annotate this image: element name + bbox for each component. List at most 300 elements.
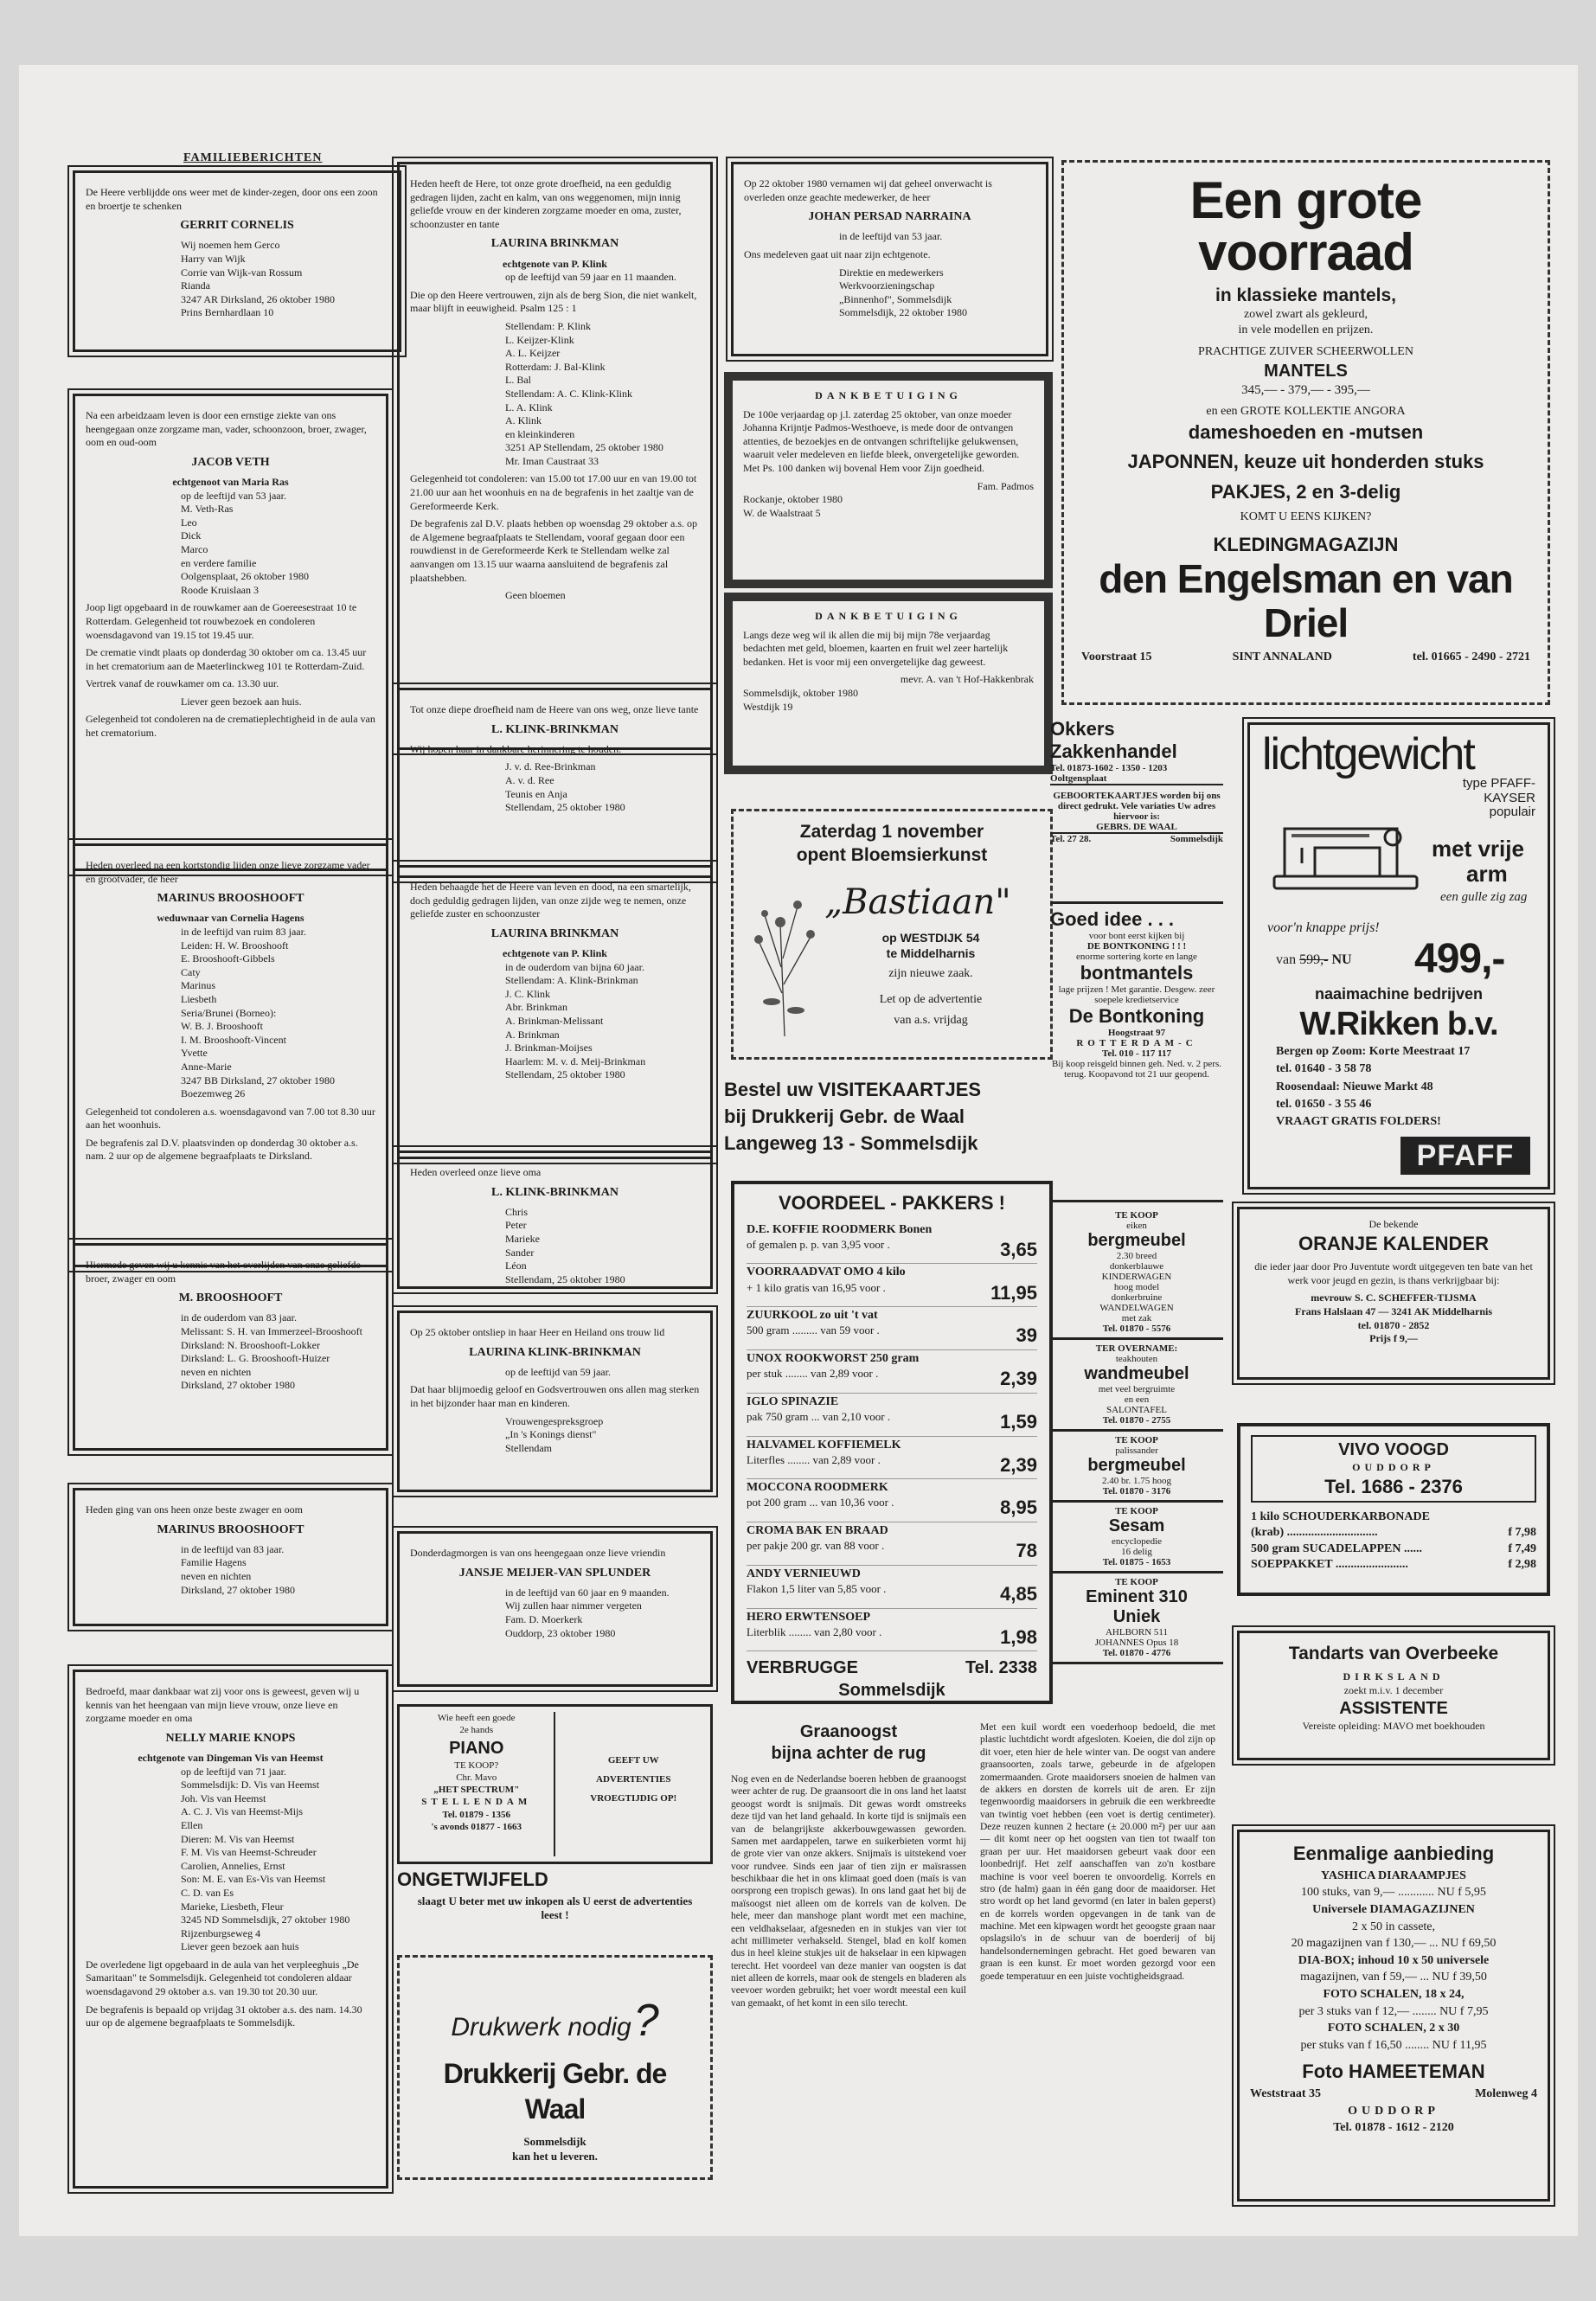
notice-klink-oma [397, 1150, 713, 1289]
eenmalig-line-3: 100 stuks, van 9,— ............ NU f 5,95 [1301, 1886, 1486, 1900]
okkers-place: Ooltgensplaat [1050, 773, 1223, 785]
bastiaan-name: „Bastiaan" [824, 881, 1011, 922]
pfaff-bergen: Bergen op Zoom: Korte Meestraat 17 [1276, 1045, 1471, 1058]
item-detail: per pakje 200 gr. van 88 voor . [747, 1539, 885, 1553]
notice-line: Prins Bernhardlaan 10 [181, 306, 274, 319]
te-koop-c: met veel bergruimte [1098, 1384, 1176, 1394]
voordeel-item [747, 1609, 1037, 1652]
eenmalig-line-7: DIA-BOX; inhoud 10 x 50 universele [1298, 1953, 1490, 1967]
eenmalig-place: OUDDORP [1348, 2104, 1439, 2118]
notice-line: Seria/Brunei (Borneo): [181, 1006, 277, 1019]
notice-intro: De Heere verblijdde ons weer met de kinder-zegen, door ons een zoon en broertje te schenken [86, 186, 378, 212]
bont-tel: Tel. 010 - 117 117 [1102, 1048, 1171, 1059]
notice-line: Marco [181, 542, 208, 555]
pfaff-roosendaal-tel: tel. 01650 - 3 55 46 [1276, 1097, 1372, 1111]
item-row [747, 1539, 1037, 1564]
te-koop-item [1050, 1574, 1223, 1664]
notice-line: in de leeftijd van 53 jaar. [839, 230, 943, 243]
visite-line-2: bij Drukkerij Gebr. de Waal [724, 1105, 965, 1127]
notice-line: Dirksland: N. Brooshooft-Lokker [181, 1338, 320, 1351]
te-koop-i: met zak [1121, 1313, 1152, 1324]
notice-line: De crematie vindt plaats op donderdag 30 oktober om ca. 13.45 uur in het crematorium aan de Maeterlinckweg 101 te Rotterdam-Zuid. [86, 646, 367, 672]
te-koop-c: 2.40 br. 1.75 hoog [1101, 1476, 1172, 1486]
notice-line: L. Bal [505, 374, 531, 387]
notice-line: op de leeftijd van 59 jaar. [505, 1365, 611, 1378]
te-koop-h2: WANDELWAGEN [1099, 1303, 1174, 1313]
piano-line-1: Wie heeft een goede [437, 1713, 516, 1723]
graan-title: Graanoogst [799, 1722, 898, 1741]
voorraad-street: Voorstraat 15 [1081, 651, 1152, 664]
notice-line: Stellendam, 25 oktober 1980 [505, 1272, 625, 1285]
graan-subtitle: bijna achter de rug [771, 1744, 926, 1763]
dank1-place: Rockanje, oktober 1980 [743, 493, 843, 506]
notice-line: Sommelsdijk: D. Vis van Heemst [181, 1779, 320, 1791]
notice-line: De begrafenis is bepaald op vrijdag 31 oktober a.s. des nam. 14.30 uur op de algemene begraafplaats te Sommelsdijk. [86, 2003, 362, 2029]
sewing-machine-illustration [1267, 794, 1423, 898]
notice-line: Stellendam: A. C. Klink-Klink [505, 387, 632, 400]
te-koop-list [1050, 1207, 1223, 1873]
pfaff-nu: NU [1331, 952, 1352, 967]
deceased-name: LAURINA KLINK-BRINKMAN [469, 1345, 641, 1359]
item-detail: Flakon 1,5 liter van 5,85 voor . [747, 1582, 887, 1596]
notice-m-brooshooft [73, 1243, 388, 1451]
eenmalig-tel: Tel. 01878 - 1612 - 2120 [1333, 2121, 1454, 2135]
item-title: ZUURKOOL zo uit 't vat [747, 1309, 878, 1323]
notice-line: Gelegenheid tot condoleren na de crematieplechtigheid in de aula van het crematorium. [86, 713, 375, 740]
te-koop-d: donkerblauwe [1109, 1261, 1164, 1272]
vivo-title: VIVO VOOGD [1338, 1440, 1449, 1459]
tandarts-requirement: Vereiste opleiding: MAVO met boekhouden [1302, 1720, 1485, 1733]
notice-line: Gelegenheid tot condoleren a.s. woensdagavond van 7.00 tot 8.30 uur aan het woonhuis. [86, 1105, 375, 1131]
te-koop-b2: Uniek [1112, 1607, 1161, 1626]
advert-line-3: VROEGTIJDIG OP! [590, 1793, 677, 1804]
piano-line-8: 's avonds 01877 - 1663 [431, 1822, 522, 1833]
geboorte-tel: Tel. 27 28. [1050, 834, 1092, 844]
tandarts-title: Tandarts van Overbeeke [1288, 1644, 1499, 1663]
notice-line: L. A. Klink [505, 401, 553, 413]
advert-line-2: ADVERTENTIES [596, 1774, 671, 1785]
item-price: 3,65 [1000, 1238, 1037, 1260]
piano-line-6: STELLENDAM [421, 1797, 532, 1808]
te-koop-tel: Tel. 01870 - 4776 [1102, 1648, 1171, 1658]
notice-line: A. L. Keijzer [505, 347, 561, 360]
graan-text-1: Nog even en de Nederlandse boeren hebben de graanoogst weer achter de rug. De graansoort die in ons land het laatst geoogst wordt is snijmaïs. Dit gewas wordt omstreeks deze tijd van het land gehaald. In korte tijd is snijmaïs een van de belangrijkste akkerbouwgewassen geworden. Samen met aardappelen, tarwe en suikerbieten vormt hij de grote vier van onze akkers. Snijmaïs is uitstekend voer voor rundvee. Sinds een jaar of tien zijn er maïsrassen beschikbaar die het in ons klimaat goed doen (maïs is van oorsprong een tropisch gewas). In ons land gaat het bij de maïsoogst niet alleen om de korrels van de kolven. De hele, meer dan manshoge plant wordt met een machine, een veldhakselaar, afgesneden en in stukjes van vier tot acht millimeter verhakseld. Stengel, blad en kolf komen dus in heel kleine stukjes uit de hakselaar in een kipwagen terecht. Het voordeel van deze manier van oogsten is dat niet alleen de korrels, maar ook de stengels en bladeren als veevoer worden gebruikt; het voer wordt meestal een kuil van gemaakt, of het komt in een silo terecht. [731, 1774, 966, 2009]
notice-line: Rijzenburgseweg 4 [181, 1926, 261, 1939]
notice-line: Dirksland, 27 oktober 1980 [181, 1583, 295, 1596]
vivo-item [1251, 1509, 1536, 1541]
notice-line: A. v. d. Ree [505, 773, 554, 786]
graan-text-2: Met een kuil wordt een voederhoop bedoeld, die met plastic luchtdicht wordt afgesloten. Koeien, die dol zijn op dit voer, eten hier de hele winter van. De oogst van andere graansoorten, zoals tarwe, gebeurde in de afgelopen zomermaanden. Grote maaidorsers snoeien de halmen van de akkers en dorsten de korrels uit de aren. Er zijn tegenwoordig maaidorsers in gebruik die een werkbreedte van twintig voet hebben (een voet is dertig centimeter). Deze reuzen kunnen 2 hectare (± 20.000 m²) per uur aan — dit komt neer op het oogsten van tien tot twaalf ton graan per uur. Het maaidorsen gebeurt vaak door een loonbedrijf. Het zelf aanschaffen van zo'n kostbare machine is voor veel boeren te onvoordelig. Korrels en stro (de halm) gaan in één gang door de maaidorser. Het stro wordt op het land gevormd (en later in balen geperst) en de korrels worden opgevangen in de tank van de machine. Met een kipwagen wordt het geoogste graan naar opslagsilo's in de schuur van de boerderij of bij handelsondernemingen gebracht. Het goed bewaren van graan is een kunst. Er moet worden gezorgd voor een goede temperatuur en een juiste vochtigheidsgraad. [980, 1722, 1215, 1982]
bont-name: De Bontkoning [1068, 1005, 1205, 1027]
deceased-name: NELLY MARIE KNOPS [165, 1731, 296, 1745]
item-title: VOORRAADVAT OMO 4 kilo [747, 1266, 906, 1279]
bontkoning-ad [1050, 908, 1223, 1202]
notice-intro: Tot onze diepe droefheid nam de Heere van ons weg, onze lieve tante [410, 703, 699, 715]
notice-laurina-3 [397, 1311, 713, 1492]
item-price: 2,39 [1000, 1368, 1037, 1390]
eenmalig-shop: Foto HAMEETEMAN [1302, 2061, 1485, 2083]
vivo-item [1251, 1541, 1536, 1557]
okkers-name: Okkers [1050, 718, 1115, 740]
voordeel-item [747, 1566, 1037, 1609]
deceased-name: L. KLINK-BRINKMAN [490, 1185, 619, 1199]
section-header: FAMILIEBERICHTEN [183, 151, 323, 164]
vivo-item-name [1251, 1509, 1430, 1541]
notice-intro: Bedroefd, maar dankbaar wat zij voor ons is geweest, geven wij u kennis van het heengaan van mijn lieve vrouw, onze lieve en zorgzame moeder en oma [86, 1685, 360, 1725]
deceased-name: MARINUS BROOSHOOFT [157, 1522, 304, 1536]
notice-johan-narraina [731, 162, 1048, 356]
pfaff-price: 499,- [1414, 936, 1505, 982]
bastiaan-city: te Middelharnis [886, 945, 976, 960]
pfaff-type: type PFAFF- [1462, 776, 1535, 791]
notice-line: I. M. Brooshooft-Vincent [181, 1033, 286, 1046]
item-price: 4,85 [1000, 1583, 1037, 1606]
voordeel-pakkers-ad [731, 1181, 1053, 1704]
advert-line-1: GEEFT UW [607, 1755, 659, 1766]
notice-line: Anne-Marie [181, 1060, 232, 1073]
vivo-voogd-ad [1237, 1423, 1550, 1596]
item-title: D.E. KOFFIE ROODMERK Bonen [747, 1222, 933, 1236]
item-price: 8,95 [1000, 1497, 1037, 1519]
notice-subtitle: echtgenoot van Maria Ras [172, 475, 289, 488]
voordeel-list [747, 1221, 1037, 1652]
notice-line: Stellendam, 25 oktober 1980 [505, 801, 625, 814]
oranje-name: mevrouw S. C. SCHEFFER-TIJSMA [1311, 1292, 1477, 1304]
piano-line-2: 2e hands [459, 1725, 494, 1736]
piano-line-5: „HET SPECTRUM" [433, 1785, 520, 1796]
notice-intro: Op 22 oktober 1980 vernamen wij dat geheel onverwacht is overleden onze geachte medewerker, de heer [744, 177, 992, 203]
voorraad-town: SINT ANNALAND [1232, 651, 1332, 664]
vivo-item-label: 1 kilo SCHOUDERKARBONADE [1251, 1510, 1430, 1524]
item-row [747, 1324, 1037, 1349]
voordeel-item [747, 1350, 1037, 1394]
item-price: 2,39 [1000, 1453, 1037, 1476]
bont-mantels: bontmantels [1080, 962, 1194, 984]
eenmalig-street-1: Weststraat 35 [1250, 2087, 1322, 2101]
te-koop-a: palissander [1115, 1445, 1158, 1456]
pfaff-bedrijven: naaimachine bedrijven [1314, 985, 1484, 1003]
notice-subtitle: echtgenote van P. Klink [503, 257, 607, 270]
eenmalig-line-11: FOTO SCHALEN, 2 x 30 [1327, 2022, 1460, 2035]
notice-line: J. Brinkman-Moijses [505, 1042, 593, 1054]
item-price: 1,59 [1000, 1410, 1037, 1433]
item-row [747, 1238, 1037, 1263]
te-koop-h: TE KOOP [1115, 1577, 1158, 1587]
vivo-item-label: 500 gram SUCADELAPPEN ...... [1251, 1541, 1422, 1555]
notice-line: „Binnenhof", Sommelsdijk [839, 292, 952, 305]
voorraad-line-8: en een GROTE KOLLEKTIE ANGORA [1206, 405, 1406, 419]
notice-line: Ouddorp, 23 oktober 1980 [505, 1626, 616, 1639]
item-price: 39 [1016, 1324, 1037, 1347]
drukwerk-company: Drukkerij Gebr. de Waal [443, 2057, 667, 2125]
bont-line-2: voor bont eerst kijken bij [1088, 931, 1185, 941]
item-title: IGLO SPINAZIE [747, 1394, 839, 1408]
notice-line: en verdere familie [181, 556, 257, 569]
tandarts-job: ASSISTENTE [1339, 1699, 1448, 1719]
dank1-text: De 100e verjaardag op j.l. zaterdag 25 oktober, van onze moeder Johanna Krijntje Padmos-Westhoeve, is mede door de ontvangen attenties, de bezoekjes en de ontvangen schriftelijke gelukwensen, waaruit veler medeleven en liefde bleek, onvergetelijke geworden. Met Ps. 100 danken wij bovenal Hem voor Zijn goedheid. [743, 407, 1020, 474]
geboorte-place: Sommelsdijk [1170, 834, 1223, 844]
voorraad-title: Een grote voorraad [1189, 171, 1422, 281]
drukwerk-question: ? [633, 1996, 659, 2046]
te-koop-item [1050, 1503, 1223, 1574]
notice-line: Wij hopen haar in dankbare herinnering te houden. [410, 742, 622, 755]
te-koop-b: wandmeubel [1084, 1364, 1189, 1383]
notice-intro: Heden heeft de Here, tot onze grote droefheid, na een geduldig gedragen lijden, zacht en kalm, van ons weggenomen, mijn innig geliefde vrouw en der kinderen zorgzame moeder en oma, zuster, schoonzuster en tante [410, 177, 682, 230]
notice-laurina-2 [397, 865, 713, 1159]
okkers-type: Zakkenhandel [1050, 740, 1177, 762]
te-koop-g: donkerbruine [1111, 1292, 1163, 1303]
voordeel-item [747, 1522, 1037, 1566]
item-row [747, 1582, 1037, 1607]
item-detail: Literfles ........ van 2,89 voor . [747, 1452, 881, 1466]
notice-line: en kleinkinderen [505, 427, 575, 440]
drukwerk-place: Sommelsdijk [523, 2134, 586, 2148]
deceased-name: MARINUS BROOSHOOFT [157, 892, 304, 906]
notice-line: neven en nichten [181, 1365, 252, 1378]
notice-line: 3245 ND Sommelsdijk, 27 oktober 1980 [181, 1913, 350, 1926]
deceased-name: M. BROOSHOOFT [178, 1292, 283, 1305]
notice-line: in de leeftijd van 83 jaar. [181, 1542, 285, 1555]
notice-line: A. Klink [505, 414, 542, 427]
tandarts-ad [1237, 1631, 1550, 1760]
notice-line: Sander [505, 1246, 535, 1259]
eenmalig-title: Eenmalige aanbieding [1292, 1843, 1495, 1864]
notice-line: Abr. Brinkman [505, 1001, 567, 1014]
te-koop-f: hoog model [1113, 1282, 1160, 1292]
notice-line: Dirksland: L. G. Brooshooft-Huizer [181, 1352, 330, 1365]
item-title: UNOX ROOKWORST 250 gram [747, 1351, 920, 1365]
notice-intro: Heden overleed onze lieve oma [410, 1166, 542, 1178]
te-koop-e: SALONTAFEL [1106, 1405, 1167, 1415]
notice-line: Die op den Heere vertrouwen, zijn als de berg Sion, die niet wankelt, maar blijft in eeuwigheid. Psalm 125 : 1 [410, 288, 697, 315]
deceased-name: JACOB VETH [191, 455, 270, 469]
bastiaan-line-1: Zaterdag 1 november [799, 822, 984, 842]
notice-line: 3251 AP Stellendam, 25 oktober 1980 [505, 441, 663, 454]
notice-line: Wij zullen haar nimmer vergeten [505, 1599, 642, 1612]
vivo-tel: Tel. 1686 - 2376 [1324, 1475, 1463, 1497]
oranje-kalender-ad [1237, 1207, 1550, 1380]
eenmalig-line-10: per 3 stuks van f 12,— ........ NU f 7,95 [1298, 2004, 1489, 2018]
notice-line: in de ouderdom van 83 jaar. [181, 1311, 297, 1324]
notice-line: Dick [181, 529, 202, 542]
notice-line: Joh. Vis van Heemst [181, 1791, 266, 1804]
pfaff-van: van [1276, 952, 1297, 967]
pfaff-headline: lichtgewicht [1262, 729, 1474, 779]
item-row [747, 1410, 1037, 1435]
bastiaan-address: op WESTDIJK 54 [881, 930, 980, 945]
voordeel-title: VOORDEEL - PAKKERS ! [779, 1192, 1005, 1214]
oranje-tel: tel. 01870 - 2852 [1357, 1318, 1430, 1331]
bont-line-4: enorme sortering korte en lange [1076, 952, 1197, 962]
voorraad-japonnen: JAPONNEN, keuze uit honderden stuks [1127, 451, 1484, 473]
ongetwijfeld-ad [397, 1868, 713, 1938]
vivo-item-price: f 7,98 [1508, 1526, 1536, 1540]
voordeel-item [747, 1264, 1037, 1307]
deceased-name: JANSJE MEIJER-VAN SPLUNDER [458, 1566, 651, 1580]
dank2-title: DANKBETUIGING [815, 610, 962, 622]
te-koop-b: Sesam [1108, 1516, 1165, 1535]
voorraad-mantels: MANTELS [1264, 361, 1348, 381]
vivo-item-name [1251, 1541, 1422, 1557]
voorraad-line-3: zowel zwart als gekleurd, [1243, 308, 1368, 322]
te-koop-b: Eminent 310 [1086, 1587, 1188, 1606]
voorraad-shop: den Engelsman en van Driel [1099, 556, 1513, 645]
item-title: HERO ERWTENSOEP [747, 1610, 871, 1624]
oranje-address: Frans Halslaan 47 — 3241 AK Middelharnis [1294, 1304, 1493, 1317]
notice-line: Liever geen bezoek aan huis. [181, 695, 302, 708]
notice-line: Liever geen bezoek aan huis [181, 1940, 299, 1953]
oranje-title: ORANJE KALENDER [1298, 1232, 1490, 1254]
notice-line: E. Brooshooft-Gibbels [181, 952, 275, 965]
te-koop-d: en een [1124, 1394, 1150, 1405]
bastiaan-line-2: opent Bloemsierkunst [796, 845, 988, 866]
notice-line: Léon [505, 1259, 527, 1272]
item-row [747, 1367, 1037, 1392]
te-koop-a: teakhouten [1115, 1354, 1158, 1364]
oranje-text: die ieder jaar door Pro Juventute wordt uitgegeven ten bate van het werk voor jeugd en gezin, is thans verkrijgbaar bij: [1254, 1260, 1533, 1286]
notice-line: Dat haar blijmoedig geloof en Godsvertrouwen ons allen mag sterken in het bijzonder haar man en kinderen. [410, 1383, 700, 1409]
notice-line: M. Veth-Ras [181, 503, 234, 516]
notice-line: Direktie en medewerkers [839, 266, 944, 279]
notice-line: Oolgensplaat, 26 oktober 1980 [181, 570, 309, 583]
notice-line: op de leeftijd van 71 jaar. [181, 1765, 286, 1778]
notice-line: Stellendam, 25 oktober 1980 [505, 1068, 625, 1081]
voordeel-item [747, 1479, 1037, 1522]
oranje-line-1: De bekende [1368, 1218, 1419, 1230]
notice-line: Dirksland, 27 oktober 1980 [181, 1379, 295, 1392]
goed-idee: Goed idee . . . [1050, 908, 1175, 930]
bont-line-6: lage prijzen ! Met garantie. Desgew. zeer soepele kredietservice [1058, 984, 1215, 1005]
piano-title: PIANO [449, 1738, 504, 1758]
dankbetuiging-hakkenbrak [724, 593, 1053, 774]
notice-nelly-knops [73, 1670, 388, 2189]
item-row [747, 1281, 1037, 1306]
notice-intro: Heden ging van ons heen onze beste zwager en oom [86, 1503, 303, 1516]
te-koop-c: encyclopedie [1111, 1536, 1163, 1547]
notice-line: Mr. Iman Caustraat 33 [505, 454, 599, 467]
voorraad-line-2: in klassieke mantels, [1215, 285, 1396, 305]
notice-line: Marinus [181, 979, 215, 992]
bastiaan-ad [731, 809, 1053, 1060]
notice-line: Peter [505, 1219, 527, 1232]
pfaff-arm: arm [1466, 861, 1508, 887]
notice-line: Dieren: M. Vis van Heemst [181, 1832, 295, 1845]
notice-line: „In 's Konings dienst" [505, 1428, 597, 1441]
pfaff-bergen-tel: tel. 01640 - 3 58 78 [1276, 1062, 1372, 1076]
dank2-address: Westdijk 19 [743, 700, 793, 713]
verbrugge-name: VERBRUGGE [747, 1658, 858, 1678]
voordeel-item [747, 1394, 1037, 1437]
voordeel-item [747, 1221, 1037, 1265]
deceased-name: LAURINA BRINKMAN [490, 926, 619, 940]
okkers-tel: Tel. 01873-1602 - 1350 - 1203 [1050, 763, 1168, 773]
te-koop-item [1050, 1207, 1223, 1340]
pfaff-rikken: W.Rikken b.v. [1299, 1006, 1498, 1042]
oranje-price: Prijs f 9,— [1369, 1332, 1418, 1345]
item-title: ANDY VERNIEUWD [747, 1567, 861, 1580]
deceased-name: JOHAN PERSAD NARRAINA [808, 210, 971, 224]
voordeel-item [747, 1437, 1037, 1480]
newspaper-page [19, 65, 1578, 2236]
dank1-title: DANKBETUIGING [815, 389, 962, 401]
notice-line: Liesbeth [181, 992, 217, 1005]
vivo-item-note: (krab) .............................. [1251, 1526, 1378, 1540]
te-koop-h: TE KOOP [1115, 1435, 1158, 1445]
item-title: HALVAMEL KOFFIEMELK [747, 1438, 901, 1452]
item-row [747, 1453, 1037, 1478]
notice-line: Fam. D. Moerkerk [505, 1612, 583, 1625]
notice-line: A. Brinkman-Melissant [505, 1014, 604, 1027]
item-detail: per stuk ........ van 2,89 voor . [747, 1367, 879, 1381]
geboorte-company: GEBRS. DE WAAL [1096, 822, 1177, 832]
notice-line: Stellendam [505, 1441, 552, 1454]
notice-line: Teunis en Anja [505, 787, 567, 800]
piano-line-4: Chr. Mavo [456, 1772, 497, 1783]
notice-line: Ons medeleven gaat uit naar zijn echtgenote. [744, 247, 931, 260]
te-koop-c: AHLBORN 511 [1105, 1627, 1168, 1638]
voorraad-prices: 345,— - 379,— - 395,— [1241, 382, 1370, 397]
bont-city: ROTTERDAM-C [1076, 1038, 1197, 1048]
notice-line: Boezemweg 26 [181, 1087, 246, 1100]
notice-intro: Na een arbeidzaam leven is door een ernstige ziekte van ons heengegaan onze zorgzame man, vader, schoonzoon, broer, zwager, oom en oud-oom [86, 409, 367, 449]
vivo-item [1251, 1557, 1536, 1573]
te-koop-c: 2.30 breed [1116, 1251, 1157, 1261]
dank2-signature: mevr. A. van 't Hof-Hakkenbrak [900, 673, 1034, 686]
notice-line: in de ouderdom van bijna 60 jaar. [505, 960, 644, 973]
te-koop-tel: Tel. 01870 - 3176 [1102, 1486, 1171, 1497]
notice-line: Leiden: H. W. Brooshooft [181, 939, 289, 952]
notice-line: Geen bloemen [505, 589, 566, 602]
item-row [747, 1625, 1037, 1650]
te-koop-h: TE KOOP [1115, 1210, 1158, 1221]
te-koop-e: KINDERWAGEN [1101, 1272, 1172, 1282]
voorraad-kledingmagazijn: KLEDINGMAGAZIJN [1213, 533, 1399, 555]
item-detail: 500 gram ......... van 59 voor . [747, 1324, 880, 1337]
eenmalig-line-4: Universele DIAMAGAZIJNEN [1312, 1902, 1475, 1916]
bont-line-3: DE BONTKONING ! ! ! [1086, 941, 1187, 952]
te-koop-h: TE KOOP [1115, 1506, 1158, 1516]
notice-gerco [73, 170, 401, 352]
verbrugge-tel: Tel. 2338 [965, 1658, 1037, 1678]
notice-line: Corrie van Wijk-van Rossum [181, 266, 303, 279]
pfaff-ad [1247, 722, 1550, 1189]
item-title: MOCCONA ROODMERK [747, 1481, 888, 1495]
voorraad-line-4: in vele modellen en prijzen. [1238, 324, 1374, 337]
item-row [747, 1496, 1037, 1521]
notice-line: A. C. J. Vis van Heemst-Mijs [181, 1805, 304, 1818]
item-price: 1,98 [1000, 1625, 1037, 1648]
dank2-place: Sommelsdijk, oktober 1980 [743, 686, 858, 699]
item-detail: Literblik ........ van 2,80 voor . [747, 1625, 882, 1638]
item-detail: of gemalen p. p. van 3,95 voor . [747, 1237, 890, 1251]
notice-line: Chris [505, 1205, 529, 1218]
verbrugge-place: Sommelsdijk [838, 1681, 945, 1701]
pfaff-met-vrije: met vrije [1432, 836, 1524, 862]
deceased-name: LAURINA BRINKMAN [490, 237, 619, 251]
notice-line: L. Keijzer-Klink [505, 333, 574, 346]
tandarts-line-3: zoekt m.i.v. 1 december [1343, 1683, 1444, 1696]
notice-line: Vrouwengespreksgroep [505, 1414, 604, 1427]
drukwerk-script: Drukwerk nodig [451, 2013, 631, 2041]
bont-street: Hoogstraat 97 [1107, 1028, 1166, 1038]
bastiaan-notice-2: van a.s. vrijdag [894, 1014, 968, 1028]
notice-line: Yvette [181, 1047, 208, 1060]
notice-line: in de leeftijd van ruim 83 jaar. [181, 925, 306, 938]
notice-intro: Donderdagmorgen is van ons heengegaan onze lieve vriendin [410, 1547, 666, 1559]
pfaff-folders: VRAAGT GRATIS FOLDERS! [1276, 1115, 1441, 1129]
drukwerk-offer: kan het u leveren. [512, 2149, 598, 2163]
notice-line: Stellendam: P. Klink [505, 319, 591, 332]
